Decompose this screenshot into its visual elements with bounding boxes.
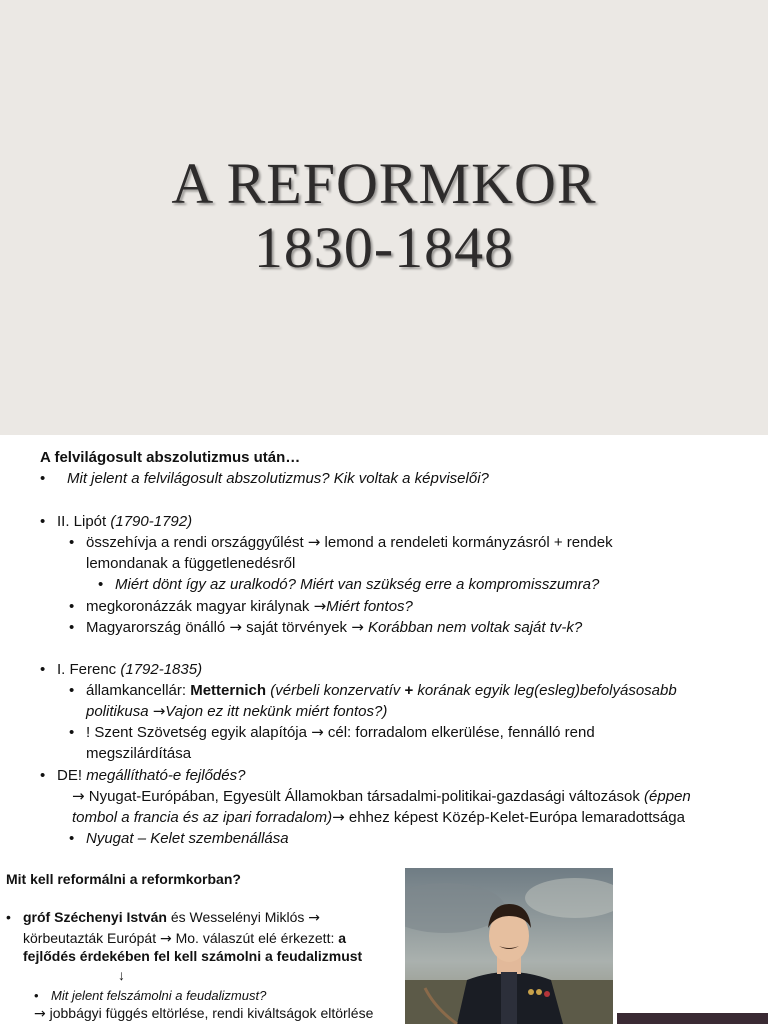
list-item: államkancellár: Metternich (vérbeli konzervatív + korának egyik leg(esleg)befolyásosabb	[86, 682, 677, 699]
section-heading-2: Mit kell reformálni a reformkorban?	[6, 871, 241, 887]
arrow-icon: →	[307, 533, 321, 551]
bullet-icon: •	[40, 661, 46, 678]
arrow-icon: →	[159, 931, 172, 947]
list-item: megkoronázzák magyar királynak →Miért fontos?	[86, 597, 413, 615]
bullet-icon: •	[6, 909, 11, 925]
question-text: Mit jelent a felvilágosult abszolutizmus? Kik voltak a képviselői?	[67, 470, 489, 487]
bullet-icon: •	[40, 767, 46, 784]
list-item: gróf Széchenyi István és Wesselényi Miklós →	[23, 909, 321, 926]
question-text: Miért dönt így az uralkodó? Miért van szükség erre a kompromisszumra?	[115, 576, 600, 593]
arrow-icon: →	[34, 1006, 46, 1022]
question-text: Mit jelent felszámolni a feudalizmust?	[51, 988, 267, 1003]
bullet-icon: •	[98, 576, 104, 593]
down-arrow-icon: ↓	[118, 967, 125, 983]
list-item-cont: megszilárdítása	[86, 745, 192, 762]
list-item-cont: lemondanak a függetlenedésről	[86, 555, 296, 572]
bullet-icon: •	[69, 534, 75, 551]
de-line: DE! megállítható-e fejlődés?	[57, 767, 246, 784]
bullet-icon: •	[69, 682, 75, 699]
arrow-icon: →	[308, 910, 321, 926]
bullet-icon: •	[40, 513, 46, 530]
arrow-icon: →	[229, 618, 242, 636]
title-line-2: 1830-1848	[253, 215, 515, 280]
bullet-icon: •	[40, 470, 46, 487]
list-item-cont: körbeutazták Európát → Mo. válaszút elé érkezett: a	[23, 930, 347, 947]
list-item: ! Szent Szövetség egyik alapítója → cél: forradalom elkerülése, fennálló rend	[86, 723, 595, 741]
list-item: Nyugat – Kelet szembenállása	[86, 830, 289, 847]
arrow-icon: →	[152, 702, 166, 720]
de-line-3: tombol a francia és az ipari forradalom)→ ehhez képest Közép-Kelet-Európa lemaradottsága	[72, 808, 685, 826]
bullet-icon: •	[69, 619, 75, 636]
arrow-icon: →	[313, 597, 327, 615]
ruler-line-lipot: II. Lipót (1790-1792)	[57, 513, 193, 530]
arrow-icon: →	[72, 787, 85, 805]
arrow-icon: →	[351, 618, 364, 636]
arrow-icon: →	[332, 808, 345, 826]
bullet-icon: •	[34, 988, 39, 1003]
title-line-1: A REFORMKOR	[171, 151, 597, 216]
list-item: összehívja a rendi országgyűlést → lemond a rendeleti kormányzásról + rendek	[86, 533, 613, 551]
section-heading: A felvilágosult abszolutizmus után…	[40, 449, 301, 466]
ruler-line-ferenc: I. Ferenc (1792-1835)	[57, 661, 203, 678]
arrow-icon: →	[311, 723, 324, 741]
list-item: Magyarország önálló → saját törvények → Korábban nem voltak saját tv-k?	[86, 618, 583, 636]
szechenyi-portrait	[405, 868, 613, 1024]
bullet-icon: •	[69, 830, 75, 847]
list-item-cont: fejlődés érdekében fel kell számolni a feudalizmust	[23, 948, 363, 964]
bullet-icon: •	[69, 724, 75, 741]
partial-image-strip	[617, 1013, 768, 1024]
list-item-cont: politikusa →Vajon ez itt nekünk miért fontos?)	[86, 702, 388, 720]
bullet-icon: •	[69, 598, 75, 615]
de-line-2: → Nyugat-Európában, Egyesült Államokban társadalmi-politikai-gazdasági változások (éppen	[72, 787, 691, 805]
list-item: → jobbágyi függés eltörlése, rendi kiváltságok eltörlése	[34, 1005, 374, 1022]
